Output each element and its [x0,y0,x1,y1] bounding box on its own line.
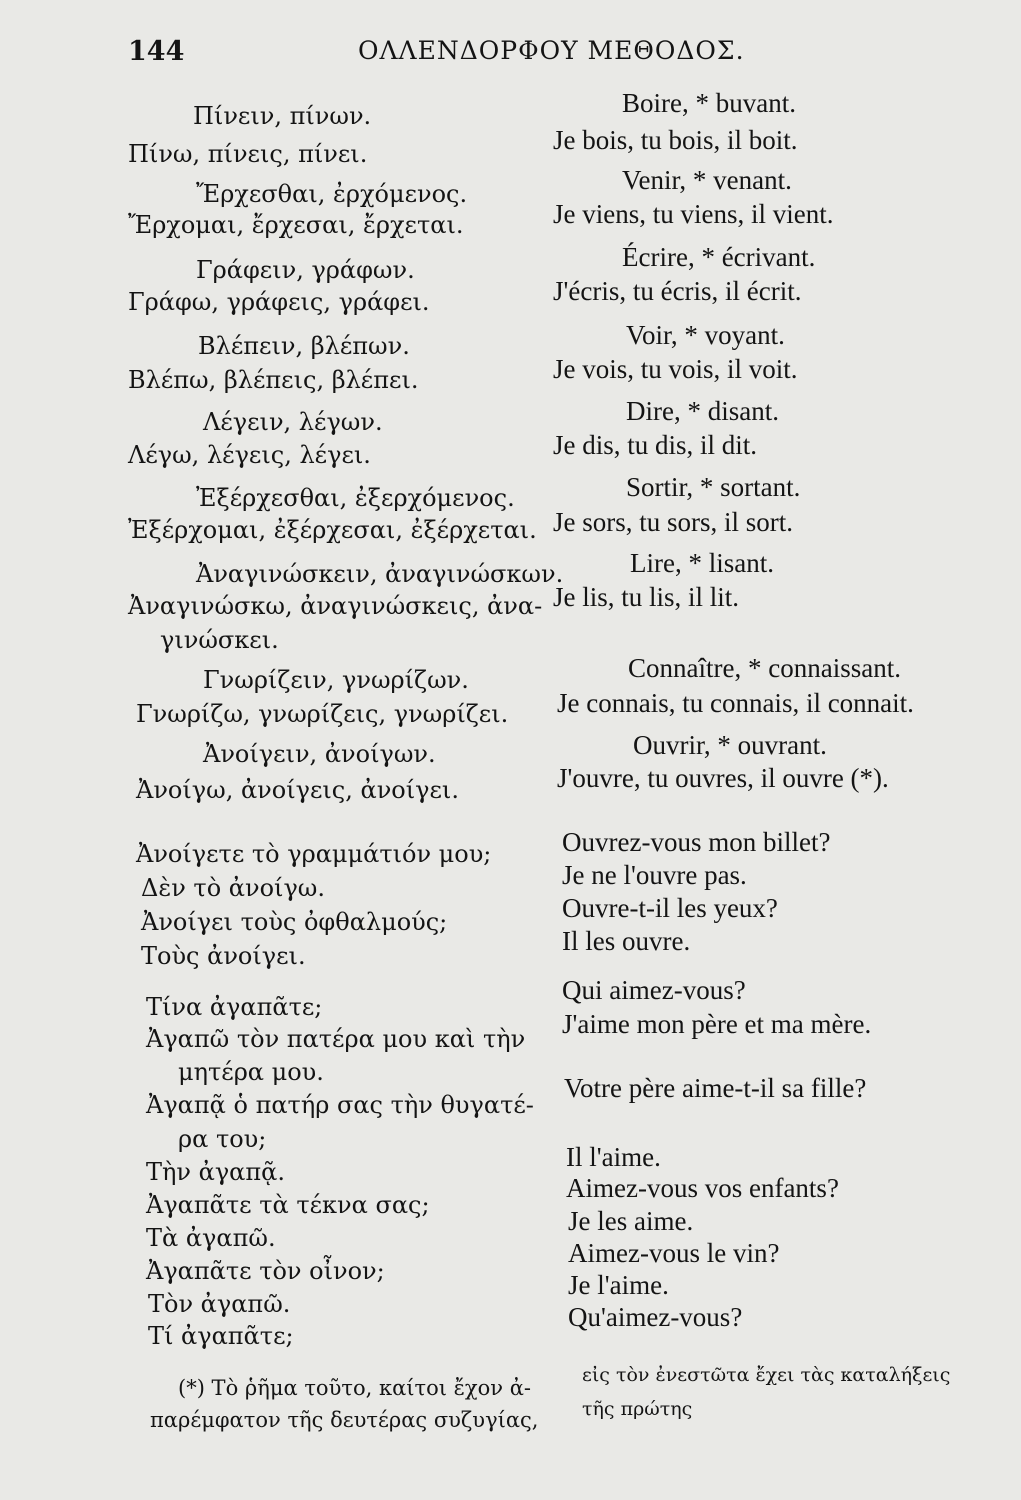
french-present: Je viens, tu viens, il vient. [553,199,834,229]
greek-present: Βλέπω, βλέπεις, βλέπει. [128,366,419,394]
greek-sentence: Δὲν τὸ ἀνοίγω. [141,874,325,902]
greek-sentence-continued: ρα του; [178,1125,267,1153]
french-sentence: Je ne l'ouvre pas. [562,860,747,890]
french-infinitive: Dire, * disant. [626,396,779,426]
french-infinitive: Écrire, * écrivant. [622,242,816,272]
greek-sentence-continued: μητέρα μου. [178,1058,324,1086]
greek-sentence: Ἀνοίγετε τὸ γραμμάτιόν μου; [136,840,492,868]
page-number: 144 [128,36,185,67]
greek-sentence: Ἀγαπᾶτε τὸν οἶνον; [146,1257,385,1285]
greek-sentence: Ἀγαπᾶτε τὰ τέκνα σας; [146,1191,430,1219]
french-sentence: Je les aime. [568,1206,694,1236]
greek-present: Λέγω, λέγεις, λέγει. [128,441,371,469]
greek-infinitive: Πίνειν, πίνων. [193,102,372,130]
french-infinitive: Voir, * voyant. [626,320,785,350]
french-infinitive: Connaître, * connaissant. [628,653,901,683]
running-title: ΟΛΛΕΝΔΟΡΦΟΥ ΜΕΘΟΔΟΣ. [358,36,745,65]
french-sentence: J'aime mon père et ma mère. [562,1009,872,1039]
greek-infinitive: Ἔρχεσθαι, ἐρχόμενος. [196,180,468,208]
greek-sentence: Τὸν ἀγαπῶ. [148,1290,291,1318]
greek-sentence: Ἀνοίγει τοὺς ὀφθαλμούς; [141,908,448,936]
french-sentence: Ouvre-t-il les yeux? [562,893,778,923]
french-sentence: Qu'aimez-vous? [568,1302,743,1332]
greek-sentence: Ἀγαπῶ τὸν πατέρα μου καὶ τὴν [146,1025,526,1053]
greek-present-continued: γινώσκει. [160,626,279,654]
greek-infinitive: Λέγειν, λέγων. [203,408,383,436]
french-infinitive: Ouvrir, * ouvrant. [633,730,827,760]
greek-infinitive: Ἐξέρχεσθαι, ἐξερχόμενος. [196,484,515,512]
greek-sentence: Τίνα ἀγαπᾶτε; [146,993,323,1021]
french-sentence: Qui aimez-vous? [562,975,746,1005]
french-sentence: Je l'aime. [568,1270,669,1300]
greek-present: Ἐξέρχομαι, ἐξέρχεσαι, ἐξέρχεται. [128,516,537,544]
greek-present: Ἀνοίγω, ἀνοίγεις, ἀνοίγει. [136,776,459,804]
french-present: Je dis, tu dis, il dit. [553,430,758,460]
greek-infinitive: Βλέπειν, βλέπων. [198,332,410,360]
french-sentence: Il les ouvre. [562,926,691,956]
greek-sentence: Τὴν ἀγαπᾷ. [146,1158,285,1186]
french-present: Je vois, tu vois, il voit. [553,354,798,384]
french-present: J'écris, tu écris, il écrit. [553,276,802,306]
greek-infinitive: Ἀνοίγειν, ἀνοίγων. [203,740,436,768]
french-infinitive: Boire, * buvant. [622,88,796,118]
footnote-line: παρέμφατον τῆς δευτέρας συζυγίας, [150,1408,539,1432]
french-present: Je connais, tu connais, il connait. [557,688,914,718]
greek-infinitive: Ἀναγινώσκειν, ἀναγινώσκων. [196,560,564,588]
greek-present: Ἀναγινώσκω, ἀναγινώσκεις, ἀνα- [128,592,543,620]
french-sentence: Ouvrez-vous mon billet? [562,827,831,857]
greek-sentence: Τί ἀγαπᾶτε; [148,1322,294,1350]
french-present: Je bois, tu bois, il boit. [553,125,798,155]
footnote-line: (*) Τὸ ῥῆμα τοῦτο, καίτοι ἔχον ἀ- [178,1376,532,1400]
greek-present: Γνωρίζω, γνωρίζεις, γνωρίζει. [136,700,509,728]
greek-sentence: Ἀγαπᾷ ὁ πατήρ σας τὴν θυγατέ- [146,1091,534,1119]
french-sentence: Il l'aime. [566,1142,661,1172]
french-present: Je lis, tu lis, il lit. [553,582,740,612]
greek-present: Γράφω, γράφεις, γράφει. [128,288,430,316]
french-infinitive: Lire, * lisant. [630,548,774,578]
french-present: J'ouvre, tu ouvres, il ouvre (*). [557,763,889,793]
greek-sentence: Τοὺς ἀνοίγει. [141,942,306,970]
greek-present: Ἔρχομαι, ἔρχεσαι, ἔρχεται. [128,211,464,239]
french-sentence: Aimez-vous le vin? [568,1238,780,1268]
footnote-line: τῆς πρώτης [582,1398,693,1420]
french-sentence: Votre père aime-t-il sa fille? [564,1073,867,1103]
french-infinitive: Venir, * venant. [622,165,792,195]
french-present: Je sors, tu sors, il sort. [553,507,794,537]
greek-infinitive: Γράφειν, γράφων. [196,256,415,284]
french-infinitive: Sortir, * sortant. [626,472,801,502]
greek-sentence: Τὰ ἀγαπῶ. [146,1224,276,1252]
greek-present: Πίνω, πίνεις, πίνει. [128,140,368,168]
greek-infinitive: Γνωρίζειν, γνωρίζων. [203,666,469,694]
french-sentence: Aimez-vous vos enfants? [566,1173,839,1203]
footnote-line: εἰς τὸν ἐνεστῶτα ἔχει τὰς καταλήξεις [582,1364,951,1386]
